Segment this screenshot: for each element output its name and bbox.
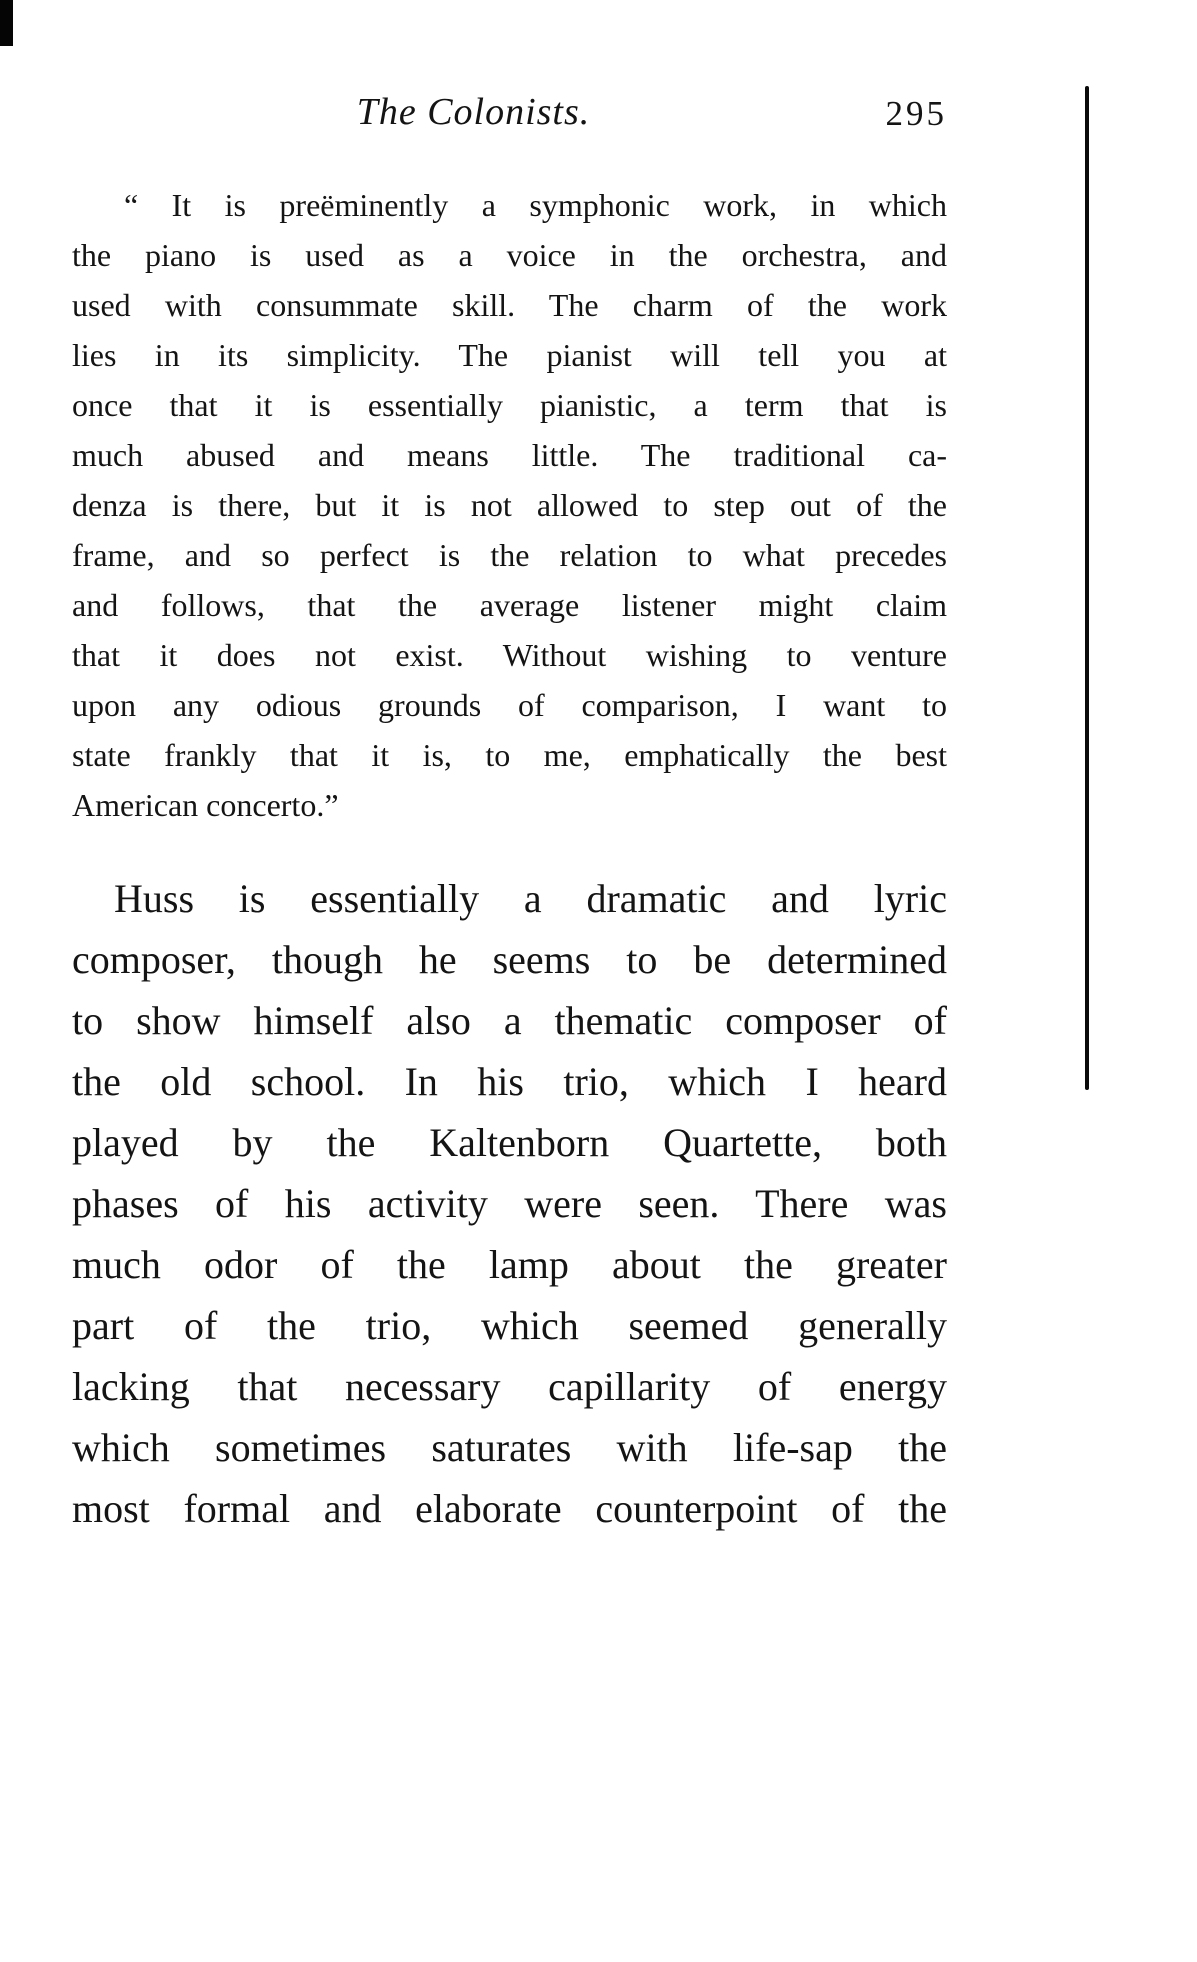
text-line: phases of his activity were seen. There was: [72, 1181, 947, 1226]
text-line: part of the trio, which seemed generally: [72, 1303, 947, 1348]
text-line: used with consummate skill. The charm of the work: [72, 287, 947, 323]
text-line: most formal and elaborate counterpoint of the: [72, 1486, 947, 1531]
text-line: the piano is used as a voice in the orchestra, and: [72, 237, 947, 273]
text-line: denza is there, but it is not allowed to step out of the: [72, 487, 947, 523]
scan-artifact-page-edge: [1085, 86, 1089, 1090]
text-line: Huss is essentially a dramatic and lyric: [114, 876, 947, 921]
page-number: 295: [885, 94, 947, 133]
text-line: upon any odious grounds of comparison, I want to: [72, 687, 947, 723]
quoted-paragraph: [72, 180, 947, 830]
scan-artifact-corner: [0, 0, 13, 46]
text-line: the old school. In his trio, which I heard: [72, 1059, 947, 1104]
text-line: composer, though he seems to be determined: [72, 937, 947, 982]
text-line: once that it is essentially pianistic, a term that is: [72, 387, 947, 423]
text-line: which sometimes saturates with life-sap the: [72, 1425, 947, 1470]
text-line: lies in its simplicity. The pianist will tell you at: [72, 337, 947, 373]
text-line: and follows, that the average listener might claim: [72, 587, 947, 623]
main-paragraph: [72, 868, 947, 1539]
text-line: much odor of the lamp about the greater: [72, 1242, 947, 1287]
text-line: to show himself also a thematic composer of: [72, 998, 947, 1043]
text-line: American concerto.”: [72, 787, 339, 823]
text-line: that it does not exist. Without wishing to venture: [72, 637, 947, 673]
text-line: “ It is preëminently a symphonic work, in which: [124, 187, 947, 223]
text-line: lacking that necessary capillarity of energy: [72, 1364, 947, 1409]
text-line: frame, and so perfect is the relation to what precedes: [72, 537, 947, 573]
text-line: state frankly that it is, to me, emphatically the best: [72, 737, 947, 773]
text-line: much abused and means little. The traditional ca-: [72, 437, 947, 473]
text-line: played by the Kaltenborn Quartette, both: [72, 1120, 947, 1165]
running-header-title: The Colonists.: [356, 91, 591, 133]
